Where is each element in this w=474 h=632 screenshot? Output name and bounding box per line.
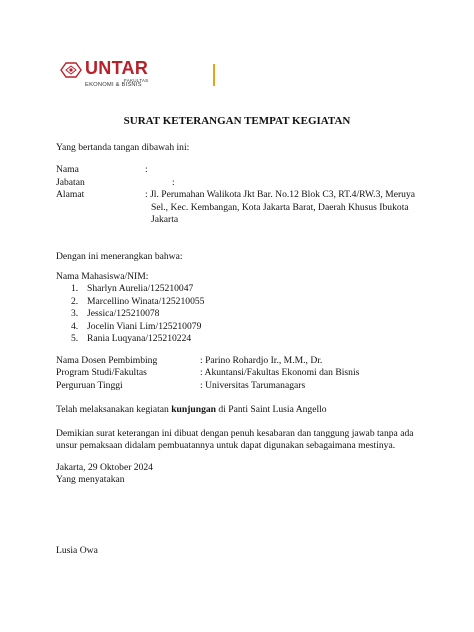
activity-suffix: di Panti Saint Lusia Angello <box>216 404 327 415</box>
signer-name: Lusia Owa <box>56 545 98 556</box>
document-title: SURAT KETERANGAN TEMPAT KEGIATAN <box>123 115 351 127</box>
accent-divider <box>213 64 215 86</box>
students-label: Nama Mahasiswa/NIM: <box>56 271 149 282</box>
statement-text: Dengan ini menerangkan bahwa: <box>56 251 183 262</box>
activity-prefix: Telah melaksanakan kegiatan <box>56 404 172 415</box>
closing-line-1: Demikian surat keterangan ini dibuat dengan penuh kesabaran dan tanggung jawab tanpa ada <box>56 428 414 439</box>
jabatan-label: Jabatan <box>56 177 85 188</box>
faculty-name: EKONOMI & BISNIS <box>85 82 142 88</box>
student-num: 4. <box>71 321 79 332</box>
signer-label: Yang menyatakan <box>56 474 125 485</box>
student-num: 2. <box>71 296 79 307</box>
alamat-label: Alamat <box>56 189 85 200</box>
student-item: Sharlyn Aurelia/125210047 <box>87 283 194 294</box>
student-num: 1. <box>71 283 79 294</box>
activity-sentence <box>56 404 327 416</box>
student-num: 5. <box>71 333 79 344</box>
jabatan-colon: : <box>172 177 175 188</box>
alamat-line-2: Sel., Kec. Kembangan, Kota Jakarta Barat, Daerah Khusus Ibukota <box>151 202 409 213</box>
activity-type: kunjungan <box>171 404 217 415</box>
student-item: Marcellino Winata/125210055 <box>87 296 205 307</box>
info-label: Program Studi/Fakultas <box>56 367 147 378</box>
intro-text: Yang bertanda tangan dibawah ini: <box>56 142 190 153</box>
info-value: : Universitas Tarumanagars <box>200 380 306 391</box>
place-date: Jakarta, 29 Oktober 2024 <box>56 462 153 473</box>
student-item: Rania Luqyana/125210224 <box>87 333 192 344</box>
info-value: : Parino Rohardjo Ir., M.M., Dr. <box>200 355 323 366</box>
alamat-line-3: Jakarta <box>151 214 179 225</box>
info-label: Nama Dosen Pembimbing <box>56 355 158 366</box>
university-emblem-icon <box>60 60 82 80</box>
faculty-small-label: FAKULTAS <box>124 78 149 83</box>
nama-colon: : <box>145 164 148 175</box>
student-item: Jessica/125210078 <box>87 308 160 319</box>
student-item: Jocelin Viani Lim/125210079 <box>87 321 202 332</box>
untar-logo <box>60 58 160 88</box>
brand-name: UNTAR <box>85 58 149 78</box>
info-value: : Akuntansi/Fakultas Ekonomi dan Bisnis <box>200 367 360 378</box>
info-label: Perguruan Tinggi <box>56 380 123 391</box>
student-num: 3. <box>71 308 79 319</box>
closing-line-2: unsur pemaksaan didalam pembuatannya untuk dapat digunakan sebagaimana mestinya. <box>56 440 396 451</box>
alamat-line-1: : Jl. Perumahan Walikota Jkt Bar. No.12 Blok C3, RT.4/RW.3, Meruya <box>145 189 416 200</box>
nama-label: Nama <box>56 164 79 175</box>
